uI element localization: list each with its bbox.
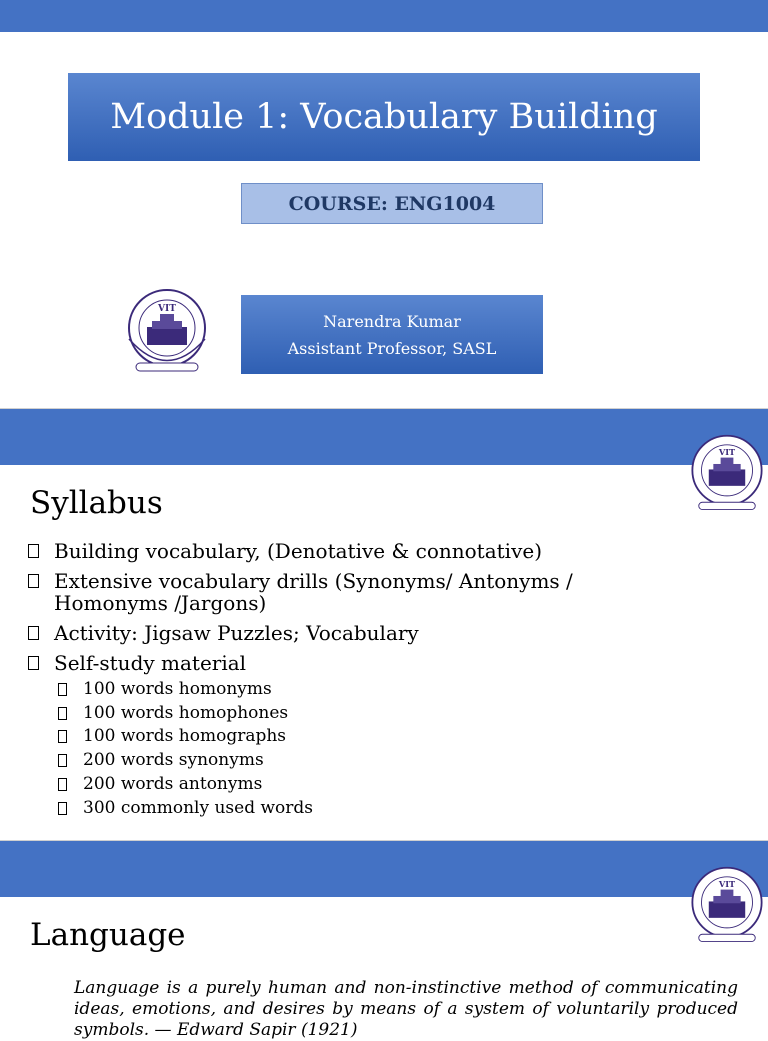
sub-list-item: 200 words antonyms <box>54 773 678 797</box>
bullet-icon <box>58 754 67 767</box>
top-band <box>0 0 768 32</box>
svg-text:VIT: VIT <box>718 878 736 889</box>
sub-list-item: 100 words homonyms <box>54 678 678 702</box>
slide-title-box <box>68 73 700 161</box>
bullet-icon <box>58 730 67 743</box>
vit-university-logo <box>122 287 212 377</box>
sub-list-item: 300 commonly used words <box>54 797 678 821</box>
bullet-icon <box>28 574 39 588</box>
title-slide <box>0 0 768 408</box>
bullet-icon <box>58 683 67 696</box>
self-study-sublist <box>54 678 678 820</box>
header-band <box>0 409 768 465</box>
sub-list-item: 100 words homophones <box>54 702 678 726</box>
svg-text:VIT: VIT <box>718 446 736 457</box>
bullet-icon <box>58 802 67 815</box>
syllabus-list <box>28 540 678 828</box>
list-item: Activity: Jigsaw Puzzles; Vocabulary <box>28 622 678 644</box>
slide-heading: Syllabus <box>30 485 163 521</box>
course-code: COURSE: ENG1004 <box>288 192 496 215</box>
author-box <box>241 295 543 374</box>
course-box <box>241 183 543 224</box>
svg-text:VIT: VIT <box>158 304 176 314</box>
bullet-icon <box>58 707 67 720</box>
vit-university-logo <box>686 865 768 947</box>
header-band <box>0 841 768 897</box>
sapir-quote: Language is a purely human and non-instinctive method of communicating ideas, emotions, and desires by means of a system of voluntarily produced symbols. — Edward Sapir (1921) <box>74 978 738 1040</box>
bullet-icon <box>28 544 39 558</box>
slide-title: Module 1: Vocabulary Building <box>110 97 658 137</box>
slide-heading: Language <box>30 917 186 953</box>
vit-university-logo <box>686 433 768 515</box>
list-item: Building vocabulary, (Denotative & connotative) <box>28 540 678 562</box>
list-item: Extensive vocabulary drills (Synonyms/ Antonyms / Homonyms /Jargons) <box>28 570 678 614</box>
author-role: Assistant Professor, SASL <box>287 338 497 358</box>
bullet-icon <box>28 626 39 640</box>
author-name: Narendra Kumar <box>323 311 461 331</box>
list-item: Self-study material 100 words homonyms 100 words homophones 100 words homographs 200 words synonyms 200 words antonyms 300 commonly used words <box>28 652 678 820</box>
bullet-icon <box>58 778 67 791</box>
sub-list-item: 100 words homographs <box>54 725 678 749</box>
syllabus-slide <box>0 408 768 841</box>
sub-list-item: 200 words synonyms <box>54 749 678 773</box>
language-slide <box>0 840 768 1040</box>
bullet-icon <box>28 656 39 670</box>
